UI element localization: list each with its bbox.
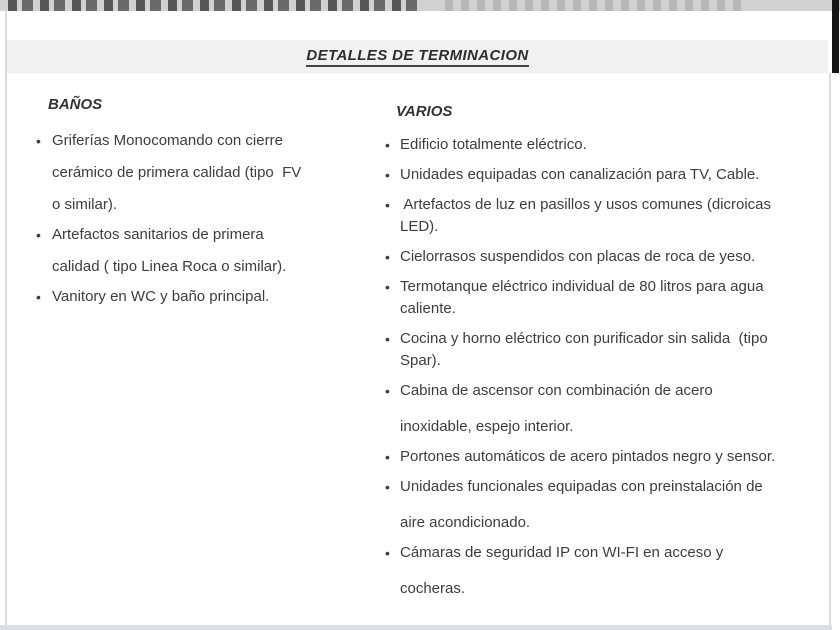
list-item: • Cielorrasos suspendidos con placas de roca de yeso. <box>384 246 829 268</box>
list-item: • Unidades funcionales equipadas con preinstalación de aire acondicionado. <box>384 476 829 534</box>
banos-list <box>35 130 355 308</box>
cutoff-header-strip <box>0 0 840 11</box>
list-item: • Artefactos de luz en pasillos y usos comunes (dicroicas LED). <box>384 194 829 238</box>
list-item: • Cámaras de seguridad IP con WI-FI en acceso y cocheras. <box>384 542 829 600</box>
cutoff-title-text-fragment <box>8 0 420 11</box>
list-item: • Termotanque eléctrico individual de 80 litros para agua caliente. <box>384 276 829 320</box>
top-right-corner-bar <box>832 0 839 73</box>
page-title: DETALLES DE TERMINACION <box>306 47 528 67</box>
cutoff-title-text-fragment-faint <box>445 0 745 11</box>
page-left-edge-line <box>5 11 7 630</box>
banos-heading: BAÑOS <box>48 96 103 113</box>
list-item: • Unidades equipadas con canalización para TV, Cable. <box>384 164 829 186</box>
banos-section <box>35 96 355 316</box>
page-right-edge-line <box>829 73 831 630</box>
varios-heading: VARIOS <box>396 103 453 120</box>
list-item: • Portones automáticos de acero pintados negro y sensor. <box>384 446 829 468</box>
varios-section <box>384 103 829 608</box>
list-item: • Cabina de ascensor con combinación de acero inoxidable, espejo interior. <box>384 380 829 438</box>
list-item: • Artefactos sanitarios de primera calidad ( tipo Linea Roca o similar). <box>35 224 355 278</box>
list-item: • Griferías Monocomando con cierre cerámico de primera calidad (tipo FV o similar). <box>35 130 355 216</box>
varios-list <box>384 134 829 600</box>
bottom-edge-strip <box>0 625 832 630</box>
list-item: • Edificio totalmente eléctrico. <box>384 134 829 156</box>
title-band <box>7 40 828 73</box>
list-item: • Vanitory en WC y baño principal. <box>35 286 355 308</box>
list-item: • Cocina y horno eléctrico con purificador sin salida (tipo Spar). <box>384 328 829 372</box>
